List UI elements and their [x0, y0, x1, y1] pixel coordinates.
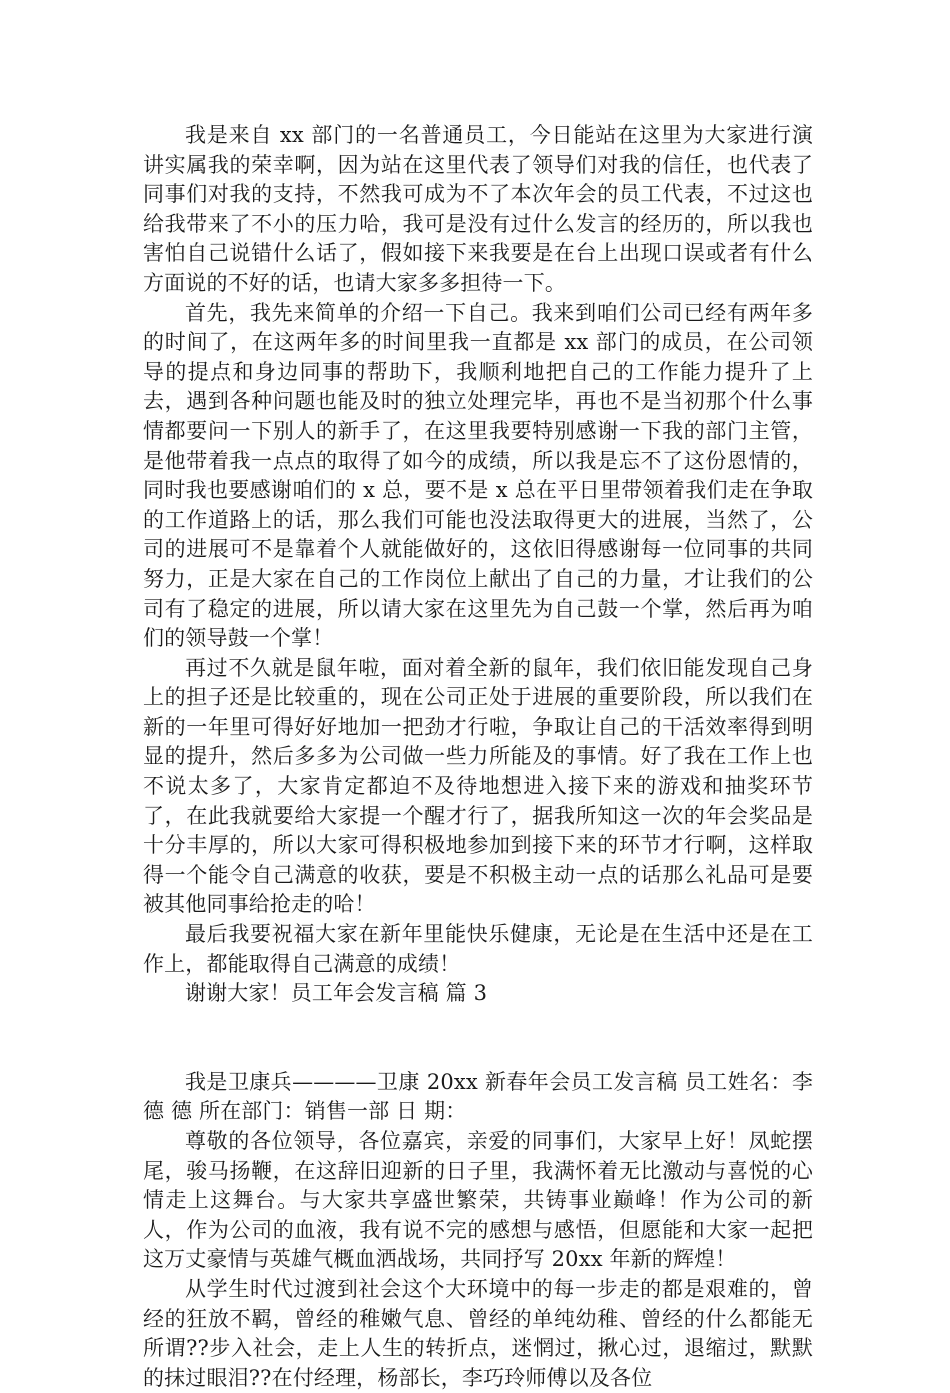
paragraph-student-to-society: 从学生时代过渡到社会这个大环境中的每一步走的都是艰难的，曾经的狂放不羁，曾经的稚嫩气息、曾经的单纯幼稚、曾经的什么都能无所谓??步入社会，走上人生的转折点，迷惘过，揪心过，退缩过，默默的抹过眼泪??在付经理，杨部长，李巧玲师傅以及各位 [143, 1276, 813, 1390]
paragraph-new-year-outlook: 再过不久就是鼠年啦，面对着全新的鼠年，我们依旧能发现自己身上的担子还是比较重的，现在公司正处于进展的重要阶段，所以我们在新的一年里可得好好地加一把劲才行啦，争取让自己的干活效率得到明显的提升，然后多多为公司做一些力所能及的事情。好了我在工作上也不说太多了，大家肯定都迫不及待地想进入接下来的游戏和抽奖环节了，在此我就要给大家提一个醒才行了，据我所知这一次的年会奖品是十分丰厚的，所以大家可得积极地参加到接下来的环节才行啊，这样取得一个能令自己满意的收获，要是不积极主动一点的话那么礼品可是要被其他同事给抢走的哈！ [143, 655, 813, 917]
paragraph-blessing: 最后我要祝福大家在新年里能快乐健康，无论是在生活中还是在工作上，都能取得自己满意的成绩！ [143, 922, 813, 976]
paragraph-speaker-info: 我是卫康兵————卫康 20xx 新春年会员工发言稿 员工姓名：李 德 德 所在部门：销售一部 日 期： [143, 1069, 813, 1124]
section-gap [143, 1009, 813, 1068]
paragraph-self-introduction: 首先，我先来简单的介绍一下自己。我来到咱们公司已经有两年多的时间了，在这两年多的时间里我一直都是 xx 部门的成员，在公司领导的提点和身边同事的帮助下，我顺利地把自己的工作能力提升了上去，遇到各种问题也能及时的独立处理完毕，再也不是当初那个什么事情都要问一下别人的新手了，在这里我要特别感谢一下我的部门主管，是他带着我一点点的取得了如今的成绩，所以我是忘不了这份恩情的，同时我也要感谢咱们的 x 总，要不是 x 总在平日里带领着我们走在争取的工作道路上的话，那么我们可能也没法取得更大的进展，当然了，公司的进展可不是靠着个人就能做好的，这依旧得感谢每一位同事的共同努力，正是大家在自己的工作岗位上献出了自己的力量，才让我们的公司有了稳定的进展，所以请大家在这里先为自己鼓一个掌，然后再为咱们的领导鼓一个掌！ [143, 300, 813, 651]
paragraph-intro: 我是来自 xx 部门的一名普通员工，今日能站在这里为大家进行演讲实属我的荣幸啊，因为站在这里代表了领导们对我的信任，也代表了同事们对我的支持，不然我可成为不了本次年会的员工代表，不过这也给我带来了不小的压力哈，我可是没有过什么发言的经历的，所以我也害怕自己说错什么话了，假如接下来我要是在台上出现口误或者有什么方面说的不好的话，也请大家多多担待一下。 [143, 123, 813, 295]
section-heading-speech-3: 谢谢大家！员工年会发言稿 篇 3 [185, 981, 488, 1006]
document-body [143, 121, 813, 1393]
paragraph-greeting: 尊敬的各位领导，各位嘉宾，亲爱的同事们，大家早上好！凤蛇摆尾，骏马扬鞭，在这辞旧迎新的日子里，我满怀着无比激动与喜悦的心情走上这舞台。与大家共享盛世繁荣，共铸事业巅峰！作为公司的新人，作为公司的血液，我有说不完的感想与感悟，但愿能和大家一起把这万丈豪情与英雄气概血洒战场，共同抒写 20xx 年新的辉煌！ [143, 1129, 813, 1272]
